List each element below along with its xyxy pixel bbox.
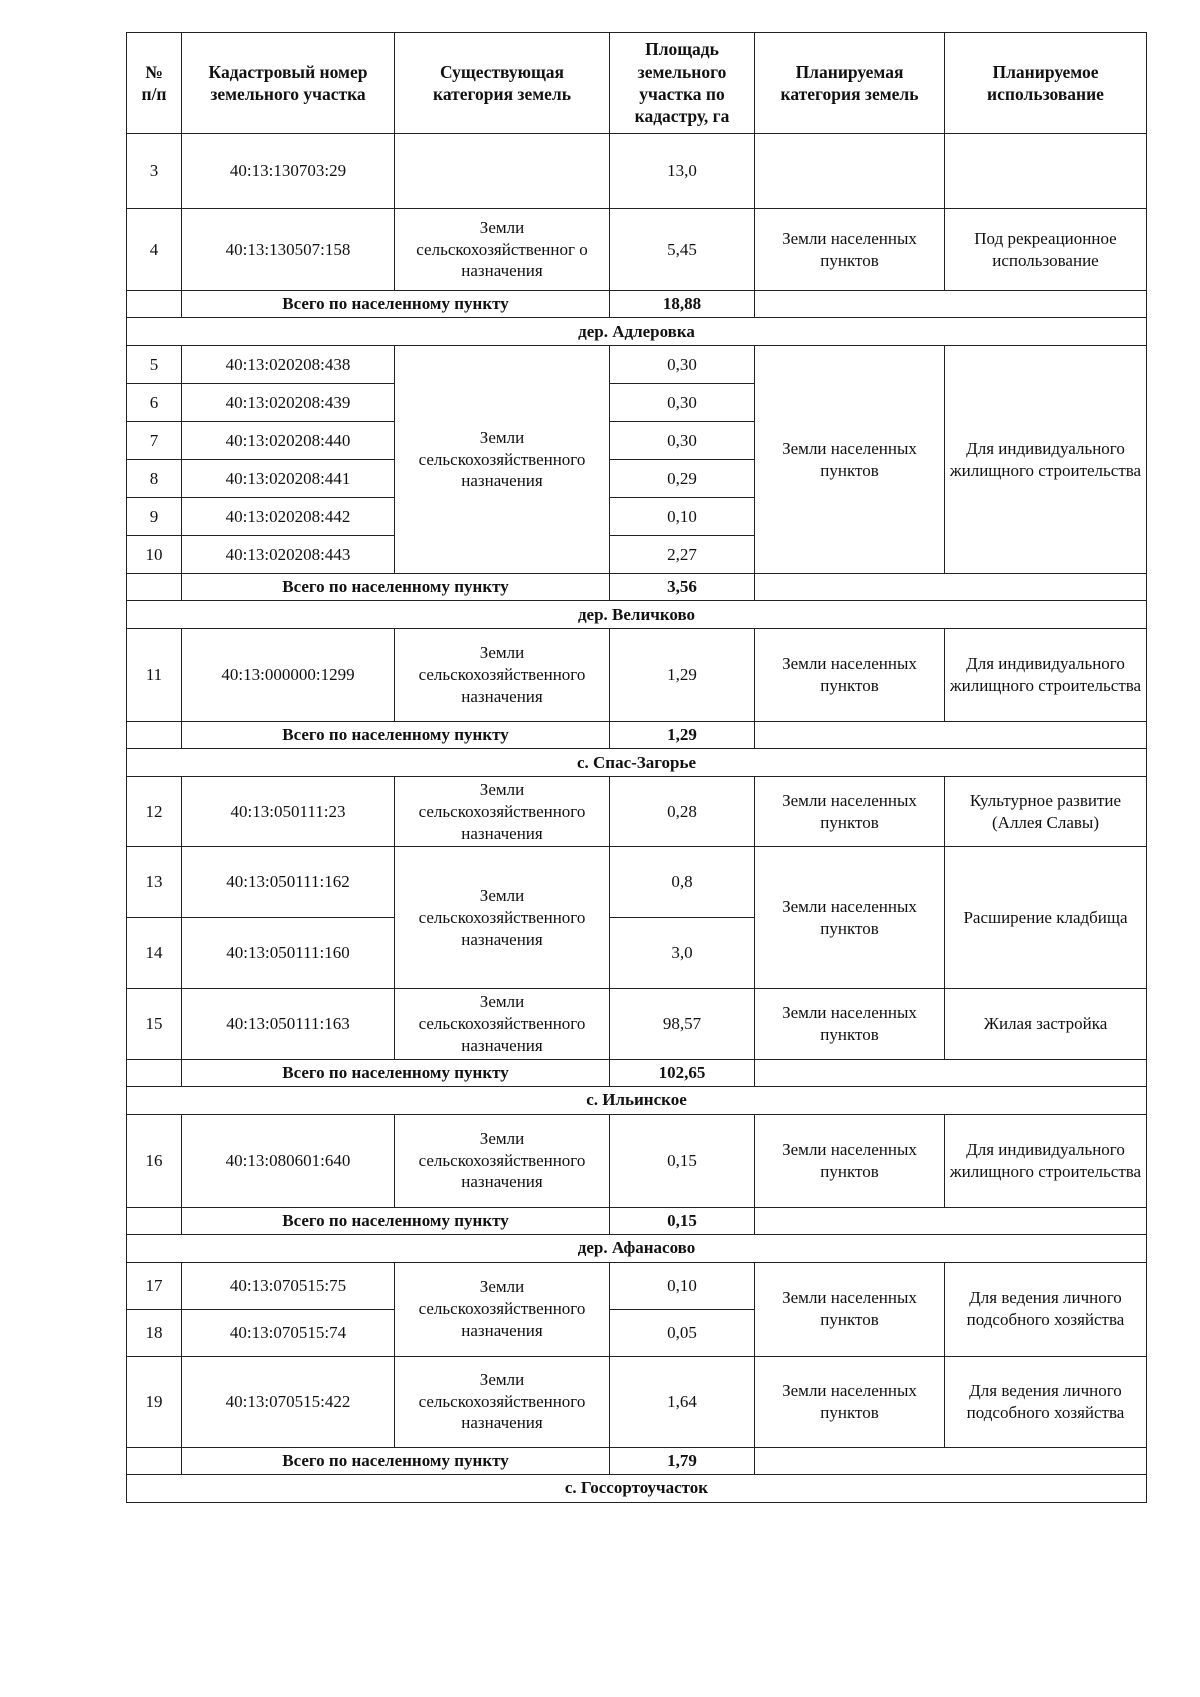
table-row (127, 134, 1147, 209)
total-row (127, 1447, 1147, 1474)
total-blank (127, 291, 182, 318)
total-blank (755, 1447, 1147, 1474)
area-value: 1,64 (610, 1356, 755, 1447)
cadastral-number: 40:13:020208:440 (182, 422, 395, 460)
section-row (127, 318, 1147, 346)
header-number: № п/п (127, 33, 182, 134)
section-title: с. Спас-Загорье (127, 749, 1147, 777)
cadastral-number: 40:13:070515:422 (182, 1356, 395, 1447)
planned-category: Земли населенных пунктов (755, 209, 945, 291)
total-blank (755, 1059, 1147, 1086)
existing-category: Земли сельскохозяйственного назначения (395, 847, 610, 989)
total-blank (127, 574, 182, 601)
area-value: 0,30 (610, 384, 755, 422)
existing-category (395, 134, 610, 209)
cadastral-number: 40:13:070515:75 (182, 1262, 395, 1309)
area-value: 0,05 (610, 1309, 755, 1356)
land-plots-table (126, 32, 1147, 1503)
planned-use: Для ведения личного подсобного хозяйства (945, 1262, 1147, 1356)
total-blank (127, 1059, 182, 1086)
total-row (127, 574, 1147, 601)
area-value: 0,10 (610, 498, 755, 536)
planned-use: Для индивидуального жилищного строительства (945, 1114, 1147, 1207)
area-value: 0,10 (610, 1262, 755, 1309)
row-number: 6 (127, 384, 182, 422)
total-label: Всего по населенному пункту (182, 291, 610, 318)
existing-category: Земли сельскохозяйственног о назначения (395, 209, 610, 291)
header-planned-use: Планируемое использование (945, 33, 1147, 134)
row-number: 7 (127, 422, 182, 460)
total-blank (127, 722, 182, 749)
table-row (127, 989, 1147, 1059)
existing-category: Земли сельскохозяйственного назначения (395, 1356, 610, 1447)
total-label: Всего по населенному пункту (182, 1207, 610, 1234)
section-title: с. Ильинское (127, 1086, 1147, 1114)
total-value: 18,88 (610, 291, 755, 318)
section-title: дер. Величково (127, 601, 1147, 629)
total-row (127, 722, 1147, 749)
header-area: Площадь земельного участка по кадастру, га (610, 33, 755, 134)
area-value: 98,57 (610, 989, 755, 1059)
area-value: 0,29 (610, 460, 755, 498)
cadastral-number: 40:13:130507:158 (182, 209, 395, 291)
area-value: 0,15 (610, 1114, 755, 1207)
header-planned-category: Планируемая категория земель (755, 33, 945, 134)
area-value: 3,0 (610, 918, 755, 989)
table-row (127, 777, 1147, 847)
section-row (127, 601, 1147, 629)
total-blank (755, 291, 1147, 318)
row-number: 16 (127, 1114, 182, 1207)
total-value: 0,15 (610, 1207, 755, 1234)
section-title: с. Госсортоучасток (127, 1474, 1147, 1502)
existing-category: Земли сельскохозяйственного назначения (395, 777, 610, 847)
row-number: 15 (127, 989, 182, 1059)
planned-category: Земли населенных пунктов (755, 847, 945, 989)
section-row (127, 1474, 1147, 1502)
table-row (127, 1356, 1147, 1447)
table-row (127, 847, 1147, 918)
total-blank (127, 1207, 182, 1234)
cadastral-number: 40:13:020208:443 (182, 536, 395, 574)
planned-category: Земли населенных пунктов (755, 1356, 945, 1447)
table-row (127, 629, 1147, 722)
row-number: 17 (127, 1262, 182, 1309)
planned-category (755, 134, 945, 209)
cadastral-number: 40:13:000000:1299 (182, 629, 395, 722)
row-number: 19 (127, 1356, 182, 1447)
existing-category: Земли сельскохозяйственного назначения (395, 1262, 610, 1356)
header-existing-category: Существующая категория земель (395, 33, 610, 134)
row-number: 18 (127, 1309, 182, 1356)
section-title: дер. Афанасово (127, 1234, 1147, 1262)
cadastral-number: 40:13:050111:163 (182, 989, 395, 1059)
row-number: 13 (127, 847, 182, 918)
cadastral-number: 40:13:020208:442 (182, 498, 395, 536)
total-label: Всего по населенному пункту (182, 1059, 610, 1086)
planned-use: Жилая застройка (945, 989, 1147, 1059)
planned-category: Земли населенных пунктов (755, 1114, 945, 1207)
row-number: 3 (127, 134, 182, 209)
area-value: 0,30 (610, 422, 755, 460)
row-number: 10 (127, 536, 182, 574)
planned-category: Земли населенных пунктов (755, 1262, 945, 1356)
cadastral-number: 40:13:020208:438 (182, 346, 395, 384)
row-number: 9 (127, 498, 182, 536)
area-value: 0,30 (610, 346, 755, 384)
section-row (127, 1234, 1147, 1262)
total-row (127, 1059, 1147, 1086)
total-value: 1,29 (610, 722, 755, 749)
section-row (127, 749, 1147, 777)
area-value: 1,29 (610, 629, 755, 722)
total-value: 3,56 (610, 574, 755, 601)
planned-category: Земли населенных пунктов (755, 346, 945, 574)
total-blank (127, 1447, 182, 1474)
total-value: 102,65 (610, 1059, 755, 1086)
table-row (127, 1262, 1147, 1309)
section-row (127, 1086, 1147, 1114)
total-label: Всего по населенному пункту (182, 1447, 610, 1474)
planned-use: Для индивидуального жилищного строительства (945, 629, 1147, 722)
planned-category: Земли населенных пунктов (755, 629, 945, 722)
table-row (127, 1114, 1147, 1207)
planned-category: Земли населенных пунктов (755, 989, 945, 1059)
row-number: 8 (127, 460, 182, 498)
row-number: 14 (127, 918, 182, 989)
cadastral-number: 40:13:070515:74 (182, 1309, 395, 1356)
cadastral-number: 40:13:130703:29 (182, 134, 395, 209)
table-row (127, 209, 1147, 291)
planned-category: Земли населенных пунктов (755, 777, 945, 847)
cadastral-number: 40:13:020208:441 (182, 460, 395, 498)
existing-category: Земли сельскохозяйственного назначения (395, 629, 610, 722)
total-row (127, 291, 1147, 318)
table-row (127, 346, 1147, 384)
existing-category: Земли сельскохозяйственного назначения (395, 1114, 610, 1207)
total-blank (755, 722, 1147, 749)
area-value: 13,0 (610, 134, 755, 209)
total-blank (755, 1207, 1147, 1234)
area-value: 0,8 (610, 847, 755, 918)
planned-use: Для ведения личного подсобного хозяйства (945, 1356, 1147, 1447)
table-header-row (127, 33, 1147, 134)
row-number: 5 (127, 346, 182, 384)
planned-use: Расширение кладбища (945, 847, 1147, 989)
existing-category: Земли сельскохозяйственного назначения (395, 346, 610, 574)
cadastral-number: 40:13:050111:23 (182, 777, 395, 847)
total-label: Всего по населенному пункту (182, 722, 610, 749)
planned-use: Для индивидуального жилищного строительства (945, 346, 1147, 574)
cadastral-number: 40:13:020208:439 (182, 384, 395, 422)
cadastral-number: 40:13:050111:160 (182, 918, 395, 989)
cadastral-number: 40:13:050111:162 (182, 847, 395, 918)
planned-use: Под рекреационное использование (945, 209, 1147, 291)
area-value: 2,27 (610, 536, 755, 574)
row-number: 11 (127, 629, 182, 722)
header-cadastral: Кадастровый номер земельного участка (182, 33, 395, 134)
cadastral-number: 40:13:080601:640 (182, 1114, 395, 1207)
total-value: 1,79 (610, 1447, 755, 1474)
row-number: 4 (127, 209, 182, 291)
area-value: 5,45 (610, 209, 755, 291)
area-value: 0,28 (610, 777, 755, 847)
section-title: дер. Адлеровка (127, 318, 1147, 346)
row-number: 12 (127, 777, 182, 847)
planned-use (945, 134, 1147, 209)
total-label: Всего по населенному пункту (182, 574, 610, 601)
total-blank (755, 574, 1147, 601)
total-row (127, 1207, 1147, 1234)
planned-use: Культурное развитие (Аллея Славы) (945, 777, 1147, 847)
existing-category: Земли сельскохозяйственного назначения (395, 989, 610, 1059)
